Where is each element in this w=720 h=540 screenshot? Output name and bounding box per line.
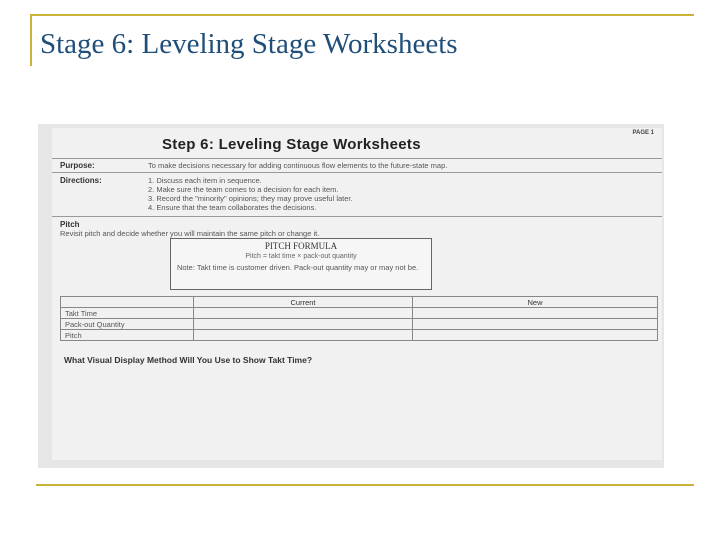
new-cell: [413, 308, 658, 319]
pitch-label: Pitch: [60, 220, 80, 229]
directions-label: Directions:: [60, 176, 102, 185]
scanned-worksheet: [38, 124, 664, 468]
direction-item: 3. Record the "minority" opinions; they may prove useful later.: [148, 194, 353, 203]
new-cell: [413, 319, 658, 330]
formula-note: Note: Takt time is customer driven. Pack-out quantity may or may not be.: [177, 263, 419, 272]
table-header: New: [413, 297, 658, 308]
formula-equation: Pitch = takt time × pack-out quantity: [245, 253, 357, 260]
current-cell: [194, 319, 413, 330]
current-cell: [194, 330, 413, 341]
direction-item: 2. Make sure the team comes to a decision for each item.: [148, 185, 339, 194]
direction-item: 4. Ensure that the team collaborates the decisions.: [148, 203, 317, 212]
current-cell: [194, 308, 413, 319]
formula-title: PITCH FORMULA: [264, 241, 338, 251]
table-header: Current: [194, 297, 413, 308]
divider: [52, 216, 662, 217]
direction-item: 1. Discuss each item in sequence.: [148, 176, 262, 185]
table-header-row: [61, 297, 658, 308]
bottom-horizontal-rule: [36, 484, 694, 486]
pitch-instructions: Revisit pitch and decide whether you will maintain the same pitch or change it.: [60, 229, 320, 238]
left-vertical-rule: [30, 14, 32, 66]
divider: [52, 172, 662, 173]
slide-title: Stage 6: Leveling Stage Worksheets: [40, 28, 458, 60]
worksheet-title: Step 6: Leveling Stage Worksheets: [162, 136, 421, 153]
row-label: Takt Time: [61, 308, 194, 319]
worksheet-page: [52, 128, 662, 460]
row-label: Pack-out Quantity: [61, 319, 194, 330]
purpose-label: Purpose:: [60, 161, 95, 170]
new-cell: [413, 330, 658, 341]
pitch-table: [60, 296, 658, 341]
top-horizontal-rule: [30, 14, 694, 16]
table-row: [61, 308, 658, 319]
divider: [52, 158, 662, 159]
visual-display-question: What Visual Display Method Will You Use to Show Takt Time?: [64, 355, 313, 365]
purpose-text: To make decisions necessary for adding continuous flow elements to the future-state map.: [148, 161, 448, 170]
pitch-formula-box: [170, 238, 432, 290]
table-header: [61, 297, 194, 308]
table-row: [61, 319, 658, 330]
table-row: [61, 330, 658, 341]
row-label: Pitch: [61, 330, 194, 341]
page-label: PAGE 1: [632, 130, 654, 136]
